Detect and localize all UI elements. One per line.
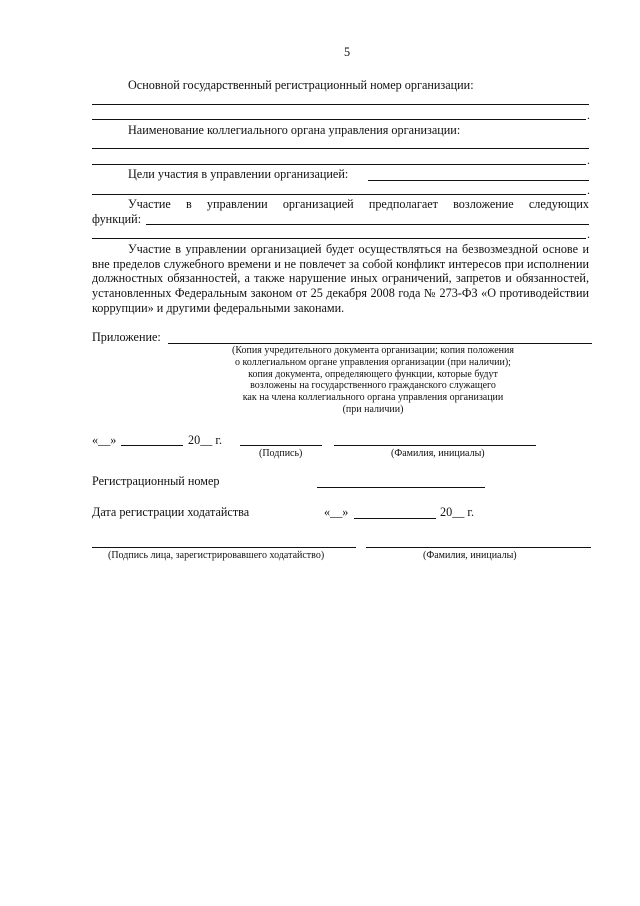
board-name-label: Наименование коллегиального органа управления организации: bbox=[128, 123, 461, 137]
signature-date-year: 20__ г. bbox=[188, 433, 223, 447]
board-name-period: . bbox=[587, 153, 590, 167]
goals-line-1 bbox=[368, 180, 589, 181]
attachment-note-line: (Копия учредительного документа организации; копия положения bbox=[232, 345, 514, 356]
registrar-name-caption: (Фамилия, инициалы) bbox=[423, 550, 517, 561]
registration-date-month-line bbox=[354, 518, 436, 519]
registrar-signature-caption: (Подпись лица, зарегистрировавшего ходатайство) bbox=[108, 550, 325, 561]
functions-label: функций: bbox=[92, 212, 142, 226]
functions-line-1 bbox=[146, 224, 589, 225]
attachment-note-line: (при наличии) bbox=[342, 403, 404, 415]
registrar-name-line bbox=[366, 547, 591, 548]
functions-text: Участие в управлении организацией предполагает возложение следующих bbox=[128, 197, 589, 211]
attachment-note-line: возложены на государственного гражданского служащего bbox=[250, 380, 496, 392]
goals-period: . bbox=[587, 183, 590, 197]
attachment-line bbox=[168, 343, 592, 344]
signature-date-day: «__» bbox=[92, 433, 117, 447]
attachment-note-line: копия документа, определяющего функции, которые будут bbox=[248, 368, 498, 380]
signature-caption: (Подпись) bbox=[259, 448, 303, 459]
attachment-note-line: о коллегиальном органе управления организации (при наличии); bbox=[235, 356, 511, 368]
attachment-note-line: как на члена коллегиального органа управления организации bbox=[242, 392, 504, 404]
page-number: 5 bbox=[344, 45, 351, 59]
signature-line bbox=[240, 445, 322, 446]
registrar-signature-line bbox=[92, 547, 356, 548]
board-name-line-1 bbox=[92, 148, 589, 149]
ogrn-line-2 bbox=[92, 119, 586, 120]
registration-number-label: Регистрационный номер bbox=[92, 474, 220, 488]
signature-name-line bbox=[334, 445, 536, 446]
signature-date-month-line bbox=[121, 445, 183, 446]
goals-label: Цели участия в управлении организацией: bbox=[128, 167, 349, 181]
registration-date-label: Дата регистрации ходатайства bbox=[92, 505, 250, 519]
board-name-line-2 bbox=[92, 164, 586, 165]
registration-date-day: «__» bbox=[324, 505, 349, 519]
attachment-label: Приложение: bbox=[92, 330, 161, 344]
goals-line-2 bbox=[92, 194, 586, 195]
attachment-note bbox=[196, 346, 550, 415]
signature-name-caption: (Фамилия, инициалы) bbox=[391, 448, 485, 459]
functions-line-2 bbox=[92, 238, 586, 239]
ogrn-label: Основной государственный регистрационный номер организации: bbox=[128, 78, 474, 92]
declaration-paragraph: Участие в управлении организацией будет осуществляться на безвозмездной основе и вне пределов служебного времени и не повлечет за собой конфликт интересов при исполнении должностных обязанностей, а также нарушение иных ограничений, запретов и обязанностей, установленных Федеральным законом от 25 декабря 2008 года № 273-ФЗ «О противодействии коррупции» и другими федеральными законами. bbox=[92, 242, 589, 315]
ogrn-line-1 bbox=[92, 104, 589, 105]
ogrn-period: . bbox=[587, 108, 590, 122]
functions-period: . bbox=[587, 227, 590, 241]
registration-number-line bbox=[317, 487, 485, 488]
registration-date-year: 20__ г. bbox=[440, 505, 475, 519]
